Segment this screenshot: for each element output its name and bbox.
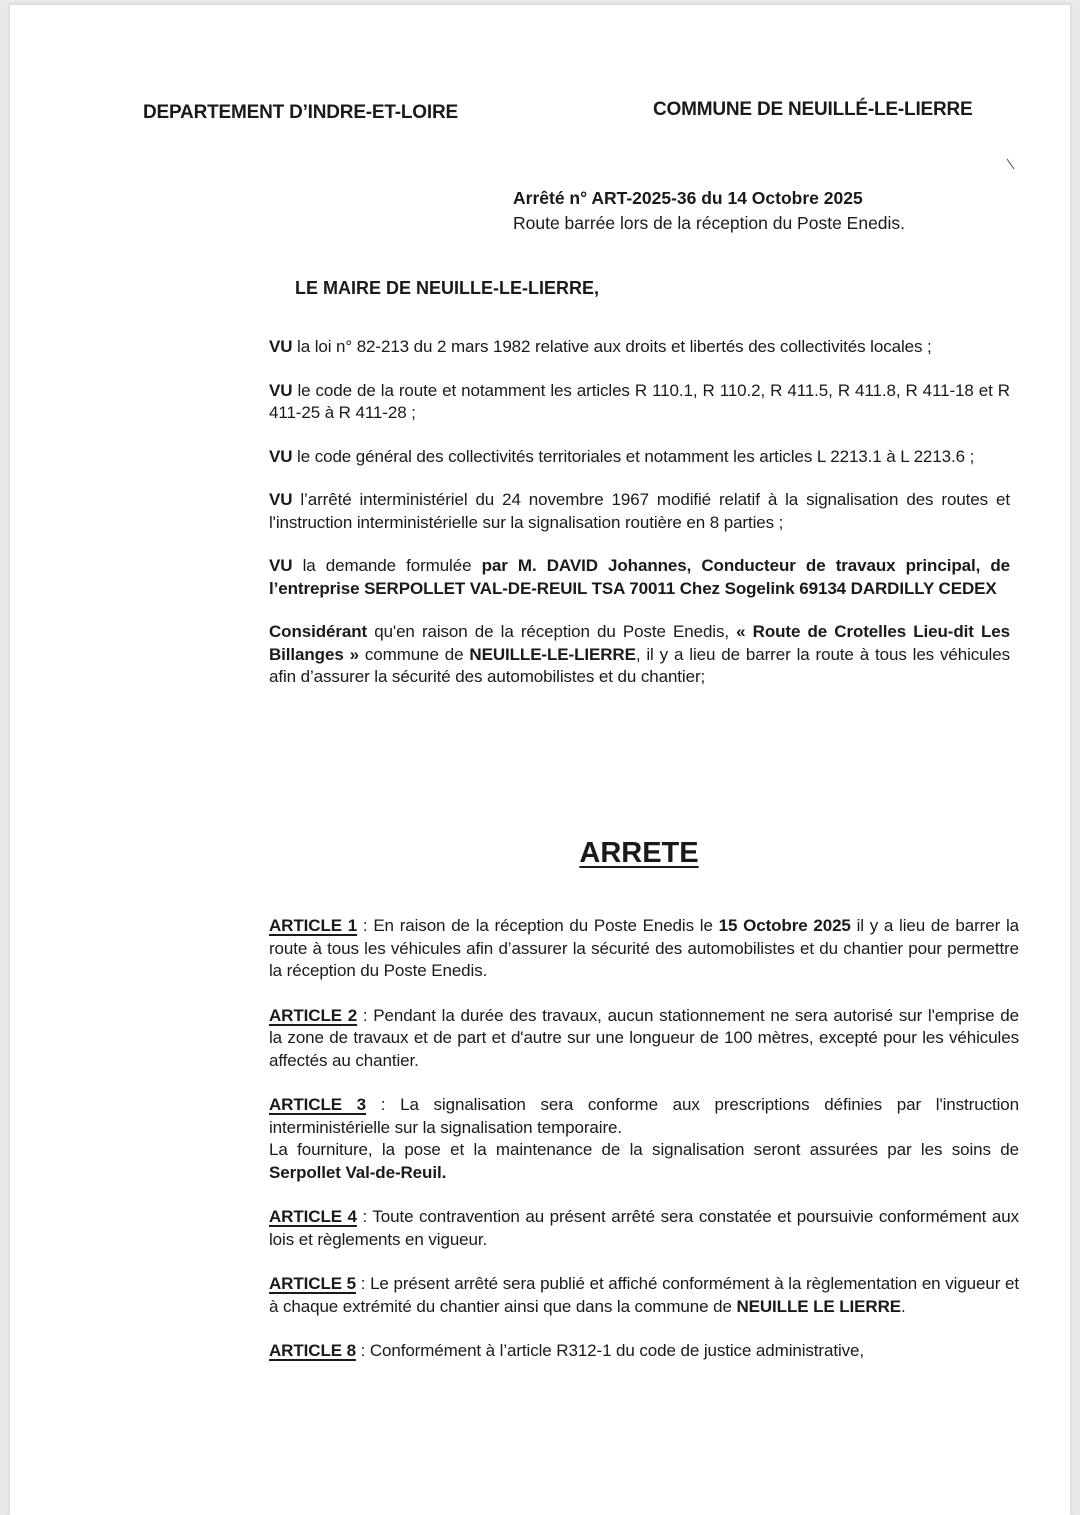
text-segment: il y a lieu de barrer la route à tous les véhicules afin d’assurer la sécurité des automobilistes et du chantier pour permettre la réception du Poste Enedis. [269,916,1019,980]
articles-section [269,915,1019,1385]
text-segment: VU [269,380,293,400]
article-paragraph [269,1005,1019,1073]
text-segment: : Pendant la durée des travaux, aucun stationnement ne sera autorisé sur l'emprise de la zone de travaux et de part et d'autre sur une longueur de 100 mètres, excepté pour les véhicules affectés au chantier. [269,1005,1019,1070]
article-paragraph [269,1273,1019,1318]
article-paragraph [269,1340,1019,1363]
article-paragraph [269,1094,1019,1184]
text-segment: le code général des collectivités territoriales et notamment les articles L 2213.1 à L 2213.6 ; [292,446,975,466]
text-segment: VU [269,337,293,356]
article-label: ARTICLE 2 [269,1005,358,1025]
article-label: ARTICLE 8 [269,1341,356,1360]
text-segment: la loi n° 82-213 du 2 mars 1982 relative aux droits et libertés des collectivités locales ; [292,337,932,356]
visa-paragraph [269,380,1010,425]
text-segment: qu'en raison de la réception du Poste Enedis, [367,622,737,641]
article-label: ARTICLE 4 [269,1207,357,1226]
text-segment: NEUILLE LE LIERRE [736,1296,901,1316]
text-segment: . [901,1296,906,1316]
visas-section [269,336,1010,710]
article-paragraph [269,915,1019,983]
article-label: ARTICLE 1 [269,916,358,935]
text-segment: commune de [358,644,470,664]
article-label: ARTICLE 5 [269,1274,357,1293]
text-segment: VU [269,446,293,466]
visa-paragraph [269,336,1010,359]
arrete-title: ARRETE [579,837,699,869]
text-segment: 15 Octobre 2025 [718,916,851,935]
text-segment: le code de la route et notamment les articles R 110.1, R 110.2, R 411.5, R 411.8, R 411-18 et R 411-25 à R 411-28 ; [269,380,1010,422]
text-segment: Serpollet Val-de-Reuil. [269,1162,447,1182]
text-segment: : Le présent arrêté sera publié et affiché conformément à la règlementation en vigueur et à chaque extrémité du chantier ainsi que dans la commune de [269,1274,1019,1316]
text-segment: la demande formulée [292,556,482,575]
text-segment: NEUILLE-LE-LIERRE [469,644,636,664]
maire-heading: LE MAIRE DE NEUILLE-LE-LIERRE, [295,278,600,298]
text-segment: VU [269,490,293,509]
text-segment: La fourniture, la pose et la maintenance de la signalisation seront assurées par les soins de [269,1140,1019,1159]
article-label: ARTICLE 3 [269,1095,367,1114]
arrete-reference [513,186,905,236]
text-segment: Considérant [269,622,368,641]
arrete-number: Arrêté n° ART-2025-36 du 14 Octobre 2025 [513,188,863,208]
text-segment: VU [269,556,293,575]
scan-mark [1007,159,1015,169]
text-segment: l’arrêté interministériel du 24 novembre 1967 modifié relatif à la signalisation des routes et l'instruction interministérielle sur la signalisation routière en 8 parties ; [269,490,1010,532]
text-segment: , il y a lieu de barrer la route à tous les véhicules afin d’assurer la sécurité des automobilistes et du chantier; [269,644,1010,686]
text-segment: : La signalisation sera conforme aux prescriptions définies par l'instruction interministérielle sur la signalisation temporaire. [269,1095,1019,1137]
commune-heading: COMMUNE DE NEUILLÉ-LE-LIERRE [653,99,973,120]
arrete-subject: Route barrée lors de la réception du Poste Enedis. [513,213,906,233]
text-segment: par M. DAVID Johannes, Conducteur de travaux principal, de l’entreprise SERPOLLET VAL-DE-REUIL TSA 70011 Chez Sogelink 69134 DARDILLY CEDEX [269,556,1010,598]
visa-paragraph [269,489,1010,534]
text-segment: : Toute contravention au présent arrêté sera constatée et poursuivie conformément aux lois et règlements en vigueur. [269,1207,1019,1249]
text-segment: : Conformément à l’article R312-1 du code de justice administrative, [355,1341,865,1360]
article-paragraph [269,1206,1019,1251]
visa-paragraph [269,555,1010,600]
text-segment: « Route de Crotelles Lieu-dit Les Billanges » [269,622,1010,664]
visa-paragraph [269,446,1010,469]
document-page [10,5,1070,1515]
text-segment: : En raison de la réception du Poste Enedis le [357,916,719,935]
visa-paragraph [269,621,1010,689]
department-heading: DEPARTEMENT D’INDRE-ET-LOIRE [143,102,458,123]
